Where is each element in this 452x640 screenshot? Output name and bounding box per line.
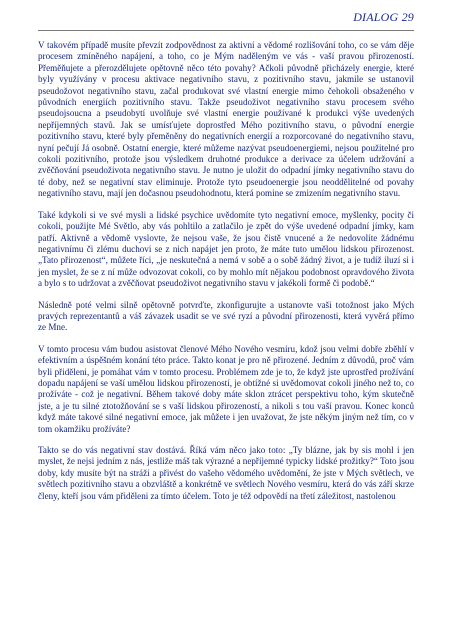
paragraph-2: Také kdykoli si ve své mysli a lidské psychice uvědomíte tyto negativní emoce, myšlenky, pocity či cokoli, použijte Mé Světlo, aby vás pohltilo a zatlačilo je zpět do výše uvedené odpadní jímky, kam patří. Aktivně a vědomě vyslovte, že nejsou vaše, že jsou čistě vnucené a že nedovolíte žádnému negativnímu či zlému duchovi se z nich napájet jen proto, že máte tuto umělou lidskou přirozenost. „Tato přirozenost“, můžete říci, „je neskutečná a nemá v sobě a o sobě žádný život, a je tudíž iluzí si i jen myslet, že se z ní může odvozovat cokoli, co by mohlo mít nějakou podobnost opravdového života a bylo s to udržovat a zvěčňovat pseudoživot negativního stavu v jakékoli formě či podobě.“ [38,209,414,289]
paragraph-3: Následně poté velmi silně opětovně potvrďte, zkonfigurujte a ustanovte vaši totožnost jako Mých pravých reprezentantů a váš závazek usadit se ve své ryzí a původní přirozenosti, která vyvěrá přímo ze Mne. [38,299,414,333]
header-divider [38,30,414,31]
paragraph-1: V takovém případě musíte převzít zodpovědnost za aktivní a vědomé rozlišování toho, co se vám děje procesem zmíněného napájení, a toho, co je Mým naděleným ve vás - vaší pravou přirozeností. Přeměňujete a přerozdělujete opětovně něco této povahy? Ačkoli původně přicházely energie, které byly využívány v procesu aktivace negativního stavu, z pozitivního stavu, jakmile se ustanovil pseudožovot negativního stavu, začal produkovat své vlastní energie mimo čehokoli obsaženého v původních energiích pozitivního stavu. Takže pseudoživot negativního stavu procesem svého pseudojsoucna a pseudobytí uvolňuje své vlastní energie používané k produkci výše uvedených nepříjemných stavů. Jak se umísťujete doprostřed Mého pozitivního stavu, o původní energie pozitivního stavu, které byly přeměněny do negativních energií a rozporcované do negativního stavu, nyní pečují Já osobně. Ostatní energie, které můžeme nazývat pseudoenergiemi, nejsou použitelné pro cokoli pozitivního, protože jsou výsledkem druhotné produkce a derivace za účelem udržování a zvěčňování pseudoživota negativního stavu. Je nutno je uložit do odpadní jímky negativního stavu do té doby, než se negativní stav eliminuje. Protože tyto pseudoenergie jsou neoddělitelné od povahy negativního stavu, mají jen dočasnou pseudohodnotu, která pomine se zmizením negativního stavu. [38,40,414,199]
paragraph-5: Takto se do vás negativní stav dostává. Říká vám něco jako toto: „Ty blázne, jak by sis mohl i jen myslet, že nejsi jedním z nás, jestliže máš tak výrazné a nepříjemné typicky lidské prožitky?“ Toto jsou doby, kdy musíte být na stráži a přivést do vašeho vědomého uvědomění, že jste v Mých světlech, ve světlech pozitivního stavu a obzvláště a konkrétně ve světlech Nového vesmíru, která do vás září skrze členy, kteří jsou vám přiděleni za tímto účelem. Toto je též odpovědí na třetí záležitost, nastolenou [38,445,414,501]
running-header: DIALOG 29 [353,10,414,24]
paragraph-4: V tomto procesu vám budou asistovat členové Mého Nového vesmíru, kdož jsou velmi dobře zběhlí v efektivním a úspěšném konání této práce. Takto konat je pro ně přirozené. Jedním z důvodů, proč vám byli přiděleni, je pomáhat vám v tomto procesu. Problémem zde je to, že když jste uprostřed prožívání dopadu napájení se vaší umělou lidskou přirozeností, je obtížné si uvědomovat cokoli jiného než to, co prožíváte - což je negativní. Během takové doby máte sklon ztrácet perspektivu toho, kým skutečně jste, a je tu silné ztotožňování se s vaší lidskou přirozeností, a nikoli s tou vaší pravou. Konec konců když máte takové silné negativní emoce, jak můžete i jen uvažovat, že jste někým jiným než tím, co v tom okamžiku prožíváte? [38,343,414,434]
body-text [38,40,414,512]
